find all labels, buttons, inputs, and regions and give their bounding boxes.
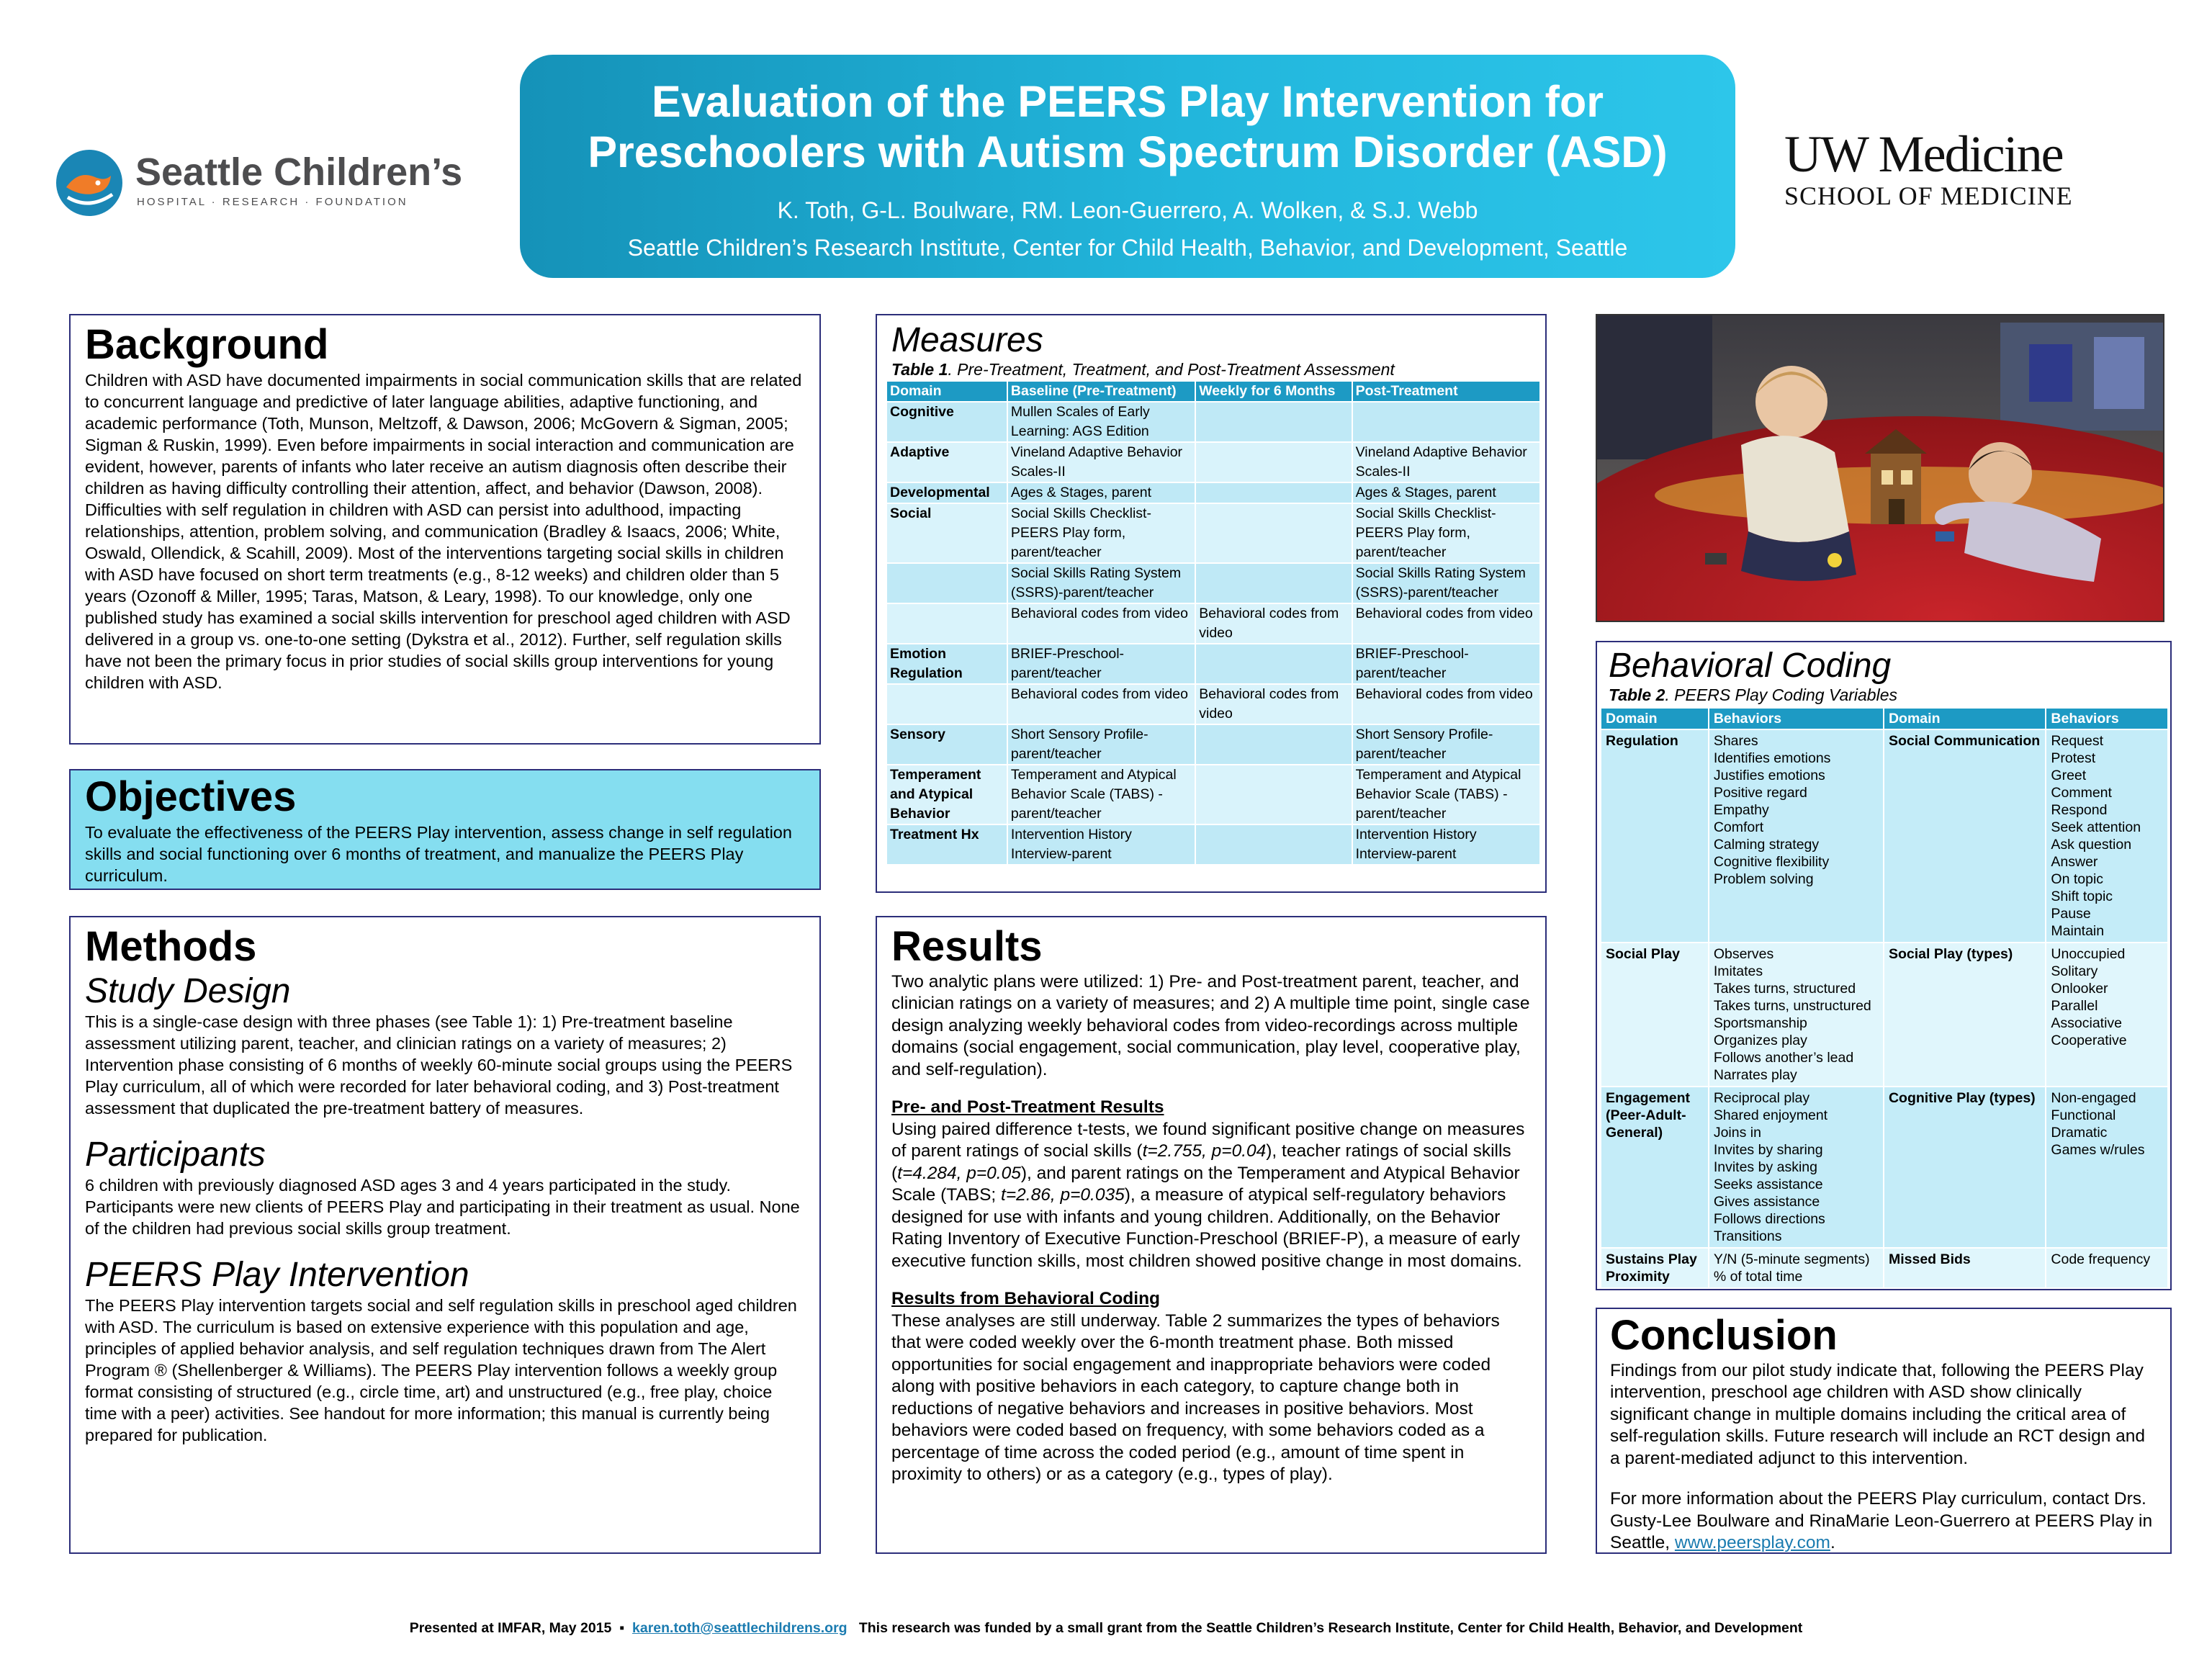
presented-at: Presented at IMFAR, May 2015 — [409, 1620, 612, 1636]
table-cell: Sensory — [886, 724, 1007, 765]
column-header: Domain — [886, 381, 1007, 402]
table-row — [886, 442, 1540, 482]
photo-illustration — [1597, 315, 2164, 622]
table-cell: Intervention History Interview-parent — [1007, 824, 1195, 865]
funding-text: This research was funded by a small grant from the Seattle Children’s Research Institute, Center for Child Health, Behavior, and Development — [858, 1620, 1803, 1636]
table-row — [886, 603, 1540, 644]
conclusion-panel — [1596, 1308, 2172, 1554]
table-row — [1601, 729, 2168, 943]
table-cell: Developmental — [886, 482, 1007, 503]
measures-panel — [876, 314, 1547, 893]
participants-heading: Participants — [85, 1135, 266, 1174]
table-row — [886, 724, 1540, 765]
table-row — [886, 503, 1540, 563]
table-cell: Short Sensory Profile-parent/teacher — [1352, 724, 1540, 765]
table-cell: Social Play (types) — [1884, 943, 2046, 1087]
table-cell: Vineland Adaptive Behavior Scales-II — [1352, 442, 1540, 482]
table-cell: Cognitive — [886, 402, 1007, 442]
peersplay-link[interactable]: www.peersplay.com — [1674, 1533, 1830, 1553]
table-cell: Cognitive Play (types) — [1884, 1087, 2046, 1248]
background-panel — [69, 314, 821, 745]
table-cell: Behavioral codes from video — [1195, 603, 1352, 644]
table-cell: Social Play — [1601, 943, 1709, 1087]
table-cell: Intervention History Interview-parent — [1352, 824, 1540, 865]
table-cell: Non-engaged Functional Dramatic Games w/rules — [2046, 1087, 2168, 1248]
table-cell — [1195, 503, 1352, 563]
stat-value: t=2.86, p=0.035 — [1001, 1185, 1125, 1205]
stat-value: t=4.284, p=0.05 — [897, 1163, 1021, 1183]
table-header-row — [1601, 708, 2168, 729]
footer — [0, 1620, 2212, 1637]
table-row — [1601, 1248, 2168, 1288]
table-cell: Treatment Hx — [886, 824, 1007, 865]
seattle-childrens-whale-icon — [53, 147, 125, 219]
table-cell: Behavioral codes from video — [1195, 684, 1352, 724]
table-row — [886, 482, 1540, 503]
table-cell: Social Skills Checklist-PEERS Play form, parent/teacher — [1352, 503, 1540, 563]
table-cell: Observes Imitates Takes turns, structured Takes turns, unstructured Sportsmanship Organizes play Follows another’s lead Narrates play — [1709, 943, 1884, 1087]
table-cell — [1195, 824, 1352, 865]
uw-medicine-subtitle: SCHOOL OF MEDICINE — [1784, 181, 2073, 210]
table-cell: Y/N (5-minute segments) % of total time — [1709, 1248, 1884, 1288]
conclusion-heading: Conclusion — [1610, 1312, 1838, 1359]
column-header: Behaviors — [2046, 708, 2168, 729]
table-cell: Short Sensory Profile-parent/teacher — [1007, 724, 1195, 765]
table-row — [1601, 943, 2168, 1087]
table-cell — [1195, 442, 1352, 482]
contact-email-link[interactable]: karen.toth@seattlechildrens.org — [632, 1620, 848, 1636]
table-cell: Unoccupied Solitary Onlooker Parallel Associative Cooperative — [2046, 943, 2168, 1087]
table-cell: Behavioral codes from video — [1352, 603, 1540, 644]
table-cell — [1195, 724, 1352, 765]
column-header: Domain — [1601, 708, 1709, 729]
objectives-text: To evaluate the effectiveness of the PEERS Play intervention, assess change in self regulation skills and social functioning over 6 months of treatment, and manualize the PEERS Play curriculum. — [85, 822, 792, 885]
measures-heading: Measures — [891, 321, 1043, 359]
table-cell: Ages & Stages, parent — [1352, 482, 1540, 503]
background-heading: Background — [85, 321, 329, 368]
table-cell: Code frequency — [2046, 1248, 2168, 1288]
seattle-childrens-logo — [53, 144, 485, 223]
table-cell — [1195, 644, 1352, 684]
table-cell: Social — [886, 503, 1007, 563]
intervention-text: The PEERS Play intervention targets social and self regulation skills in preschool aged children with ASD. The curriculum is based on extensive experience with this population and age, principles of applied behavior analysis, and self regulation techniques drawn from The Alert Program ® (Shellenberger & Williams). The PEERS Play intervention follows a weekly group format consisting of structured (e.g., circle time, art) and unstructured (e.g., free play, choice time with a peer) activities. See handout for more information; this manual is currently being prepared for publication. — [85, 1296, 797, 1445]
table-row — [886, 402, 1540, 442]
table-cell: Sustains Play Proximity — [1601, 1248, 1709, 1288]
seattle-childrens-subtitle: HOSPITAL · RESEARCH · FOUNDATION — [137, 196, 408, 208]
table-cell: Regulation — [1601, 729, 1709, 943]
methods-panel — [69, 916, 821, 1554]
table-cell: BRIEF-Preschool-parent/teacher — [1352, 644, 1540, 684]
measures-table — [886, 380, 1541, 866]
title-banner — [520, 55, 1735, 278]
uw-medicine-name: UW Medicine — [1784, 125, 2063, 183]
column-header: Post-Treatment — [1352, 381, 1540, 402]
table-cell: Temperament and Atypical Behavior Scale (TABS) - parent/teacher — [1007, 765, 1195, 824]
column-header: Behaviors — [1709, 708, 1884, 729]
table-cell — [1195, 482, 1352, 503]
table-cell: Emotion Regulation — [886, 644, 1007, 684]
table-row — [886, 563, 1540, 603]
conclusion-text: Findings from our pilot study indicate that, following the PEERS Play intervention, preschool age children with ASD show clinically significant change in multiple domains including the critical area of self-regulation skills. Future research will include an RCT design and a parent-mediated adjunct to this intervention. — [1610, 1360, 2146, 1468]
uw-medicine-logo — [1784, 127, 2094, 220]
table-cell: Behavioral codes from video — [1352, 684, 1540, 724]
poster-title: Evaluation of the PEERS Play Intervention for Preschoolers with Autism Spectrum Disorder (ASD) — [588, 77, 1668, 176]
results-intro: Two analytic plans were utilized: 1) Pre- and Post-treatment parent, teacher, and clinician ratings on a variety of measures; and 2) A multiple time point, single case design analyzing weekly behavioral codes from video-recordings across multiple domains (social engagement, social communication, play level, cooperative play, and self-regulation). — [891, 971, 1530, 1079]
contact-text: For more information about the PEERS Play curriculum, contact Drs. Gusty-Lee Boulware and RinaMarie Leon-Guerrero at PEERS Play in Seattle, www.peersplay.com. — [1610, 1489, 2153, 1553]
prepost-text: Using paired difference t-tests, we found significant positive change on measures of parent ratings of social skills (t=2.755, p=0.04), teacher ratings of social skills (t=4.284, p=0.05), and parent ratings on the Temperament and Atypical Behavior Scale (TABS; t=2.86, p=0.035), a measure of atypical self-regulatory behaviors designed for use with infants and young children. Additionally, on the Behavior Rating Inventory of Executive Function-Preschool (BRIEF-P), a measure of early executive function skills, most children showed positive change in most domains. — [891, 1119, 1525, 1271]
table-row — [886, 644, 1540, 684]
table-cell — [886, 684, 1007, 724]
intervention-heading: PEERS Play Intervention — [85, 1256, 469, 1295]
table-cell: Mullen Scales of Early Learning: AGS Edition — [1007, 402, 1195, 442]
table-cell — [1195, 563, 1352, 603]
study-design-heading: Study Design — [85, 971, 291, 1010]
coding-heading: Results from Behavioral Coding — [891, 1289, 1161, 1309]
participants-text: 6 children with previously diagnosed ASD ages 3 and 4 years participated in the study. Participants were new clients of PEERS Play and participating in their treatment as usual. None of the children had previous social skills group treatment. — [85, 1176, 800, 1238]
table-header-row — [886, 381, 1540, 402]
behavioral-coding-panel — [1596, 641, 2172, 1290]
table-cell: Social Skills Checklist-PEERS Play form, parent/teacher — [1007, 503, 1195, 563]
table-cell: Behavioral codes from video — [1007, 603, 1195, 644]
table-cell: Engagement (Peer-Adult-General) — [1601, 1087, 1709, 1248]
table-cell: Vineland Adaptive Behavior Scales-II — [1007, 442, 1195, 482]
table-cell: Behavioral codes from video — [1007, 684, 1195, 724]
children-playing-photo — [1596, 314, 2164, 622]
table-row — [886, 765, 1540, 824]
table-cell: Temperament and Atypical Behavior Scale (TABS) - parent/teacher — [1352, 765, 1540, 824]
table-cell — [886, 603, 1007, 644]
bullet-separator: ▪ — [619, 1620, 625, 1636]
table-cell: BRIEF-Preschool-parent/teacher — [1007, 644, 1195, 684]
table2-caption: Table 2. PEERS Play Coding Variables — [1609, 685, 1897, 704]
table-cell: Social Skills Rating System (SSRS)-parent/teacher — [1352, 563, 1540, 603]
coding-text: These analyses are still underway. Table 2 summarizes the types of behaviors that were coded weekly over the 6-month treatment phase. Both missed opportunities for social engagement and inappropriate behaviors were coded along with positive behaviors in each category, to capture change both in reductions of negative behaviors and increases in positive behaviors. Most behaviors were coded based on frequency, with some behaviors coded as a percentage of time across the coded period (e.g., amount of time spent in proximity to others) or as a category (e.g., types of play). — [891, 1310, 1500, 1485]
column-header: Baseline (Pre-Treatment) — [1007, 381, 1195, 402]
table-cell: Adaptive — [886, 442, 1007, 482]
table-cell — [1195, 765, 1352, 824]
column-header: Weekly for 6 Months — [1195, 381, 1352, 402]
behavioral-coding-heading: Behavioral Coding — [1609, 647, 1892, 685]
objectives-heading: Objectives — [85, 773, 297, 820]
study-design-text: This is a single-case design with three phases (see Table 1): 1) Pre-treatment baseline assessment utilizing parent, teacher, and clinician ratings on a variety of measures; 2) Intervention phase consisting of 6 months of weekly 60-minute social groups using the PEERS Play curriculum, all of which were recorded for later behavioral coding, and 3) Post-treatment assessment that duplicated the pre-treatment battery of measures. — [85, 1012, 793, 1118]
table-row — [1601, 1087, 2168, 1248]
seattle-childrens-name: Seattle Children’s — [135, 150, 463, 194]
table-cell: Social Communication — [1884, 729, 2046, 943]
table-cell: Ages & Stages, parent — [1007, 482, 1195, 503]
objectives-panel — [69, 769, 821, 890]
table-cell: Temperament and Atypical Behavior — [886, 765, 1007, 824]
results-panel — [876, 916, 1547, 1554]
table-cell: Missed Bids — [1884, 1248, 2046, 1288]
methods-heading: Methods — [85, 923, 257, 970]
table-cell — [1195, 402, 1352, 442]
table-row — [886, 824, 1540, 865]
table-cell — [1352, 402, 1540, 442]
table1-caption: Table 1. Pre-Treatment, Treatment, and Post-Treatment Assessment — [891, 360, 1395, 379]
table-cell: Reciprocal play Shared enjoyment Joins in Invites by sharing Invites by asking Seeks assistance Gives assistance Follows directions Transitions — [1709, 1087, 1884, 1248]
stat-value: t=2.755, p=0.04 — [1142, 1141, 1267, 1161]
table-cell: Social Skills Rating System (SSRS)-parent/teacher — [1007, 563, 1195, 603]
authors: K. Toth, G-L. Boulware, RM. Leon-Guerrero, A. Wolken, & S.J. Webb — [777, 197, 1478, 223]
table-cell: Shares Identifies emotions Justifies emotions Positive regard Empathy Comfort Calming strategy Cognitive flexibility Problem solving — [1709, 729, 1884, 943]
table-cell: Request Protest Greet Comment Respond Seek attention Ask question Answer On topic Shift topic Pause Maintain — [2046, 729, 2168, 943]
column-header: Domain — [1884, 708, 2046, 729]
background-text: Children with ASD have documented impairments in social communication skills that are related to concurrent language and predictive of later language abilities, adaptive functioning, and academic performance (Toth, Munson, Meltzoff, & Dawson, 2006; McGovern & Sigman, 2005; Sigman & Ruskin, 1999). Even before impairments in social interaction and communication are evident, however, parents of infants who later receive an autism diagnosis often describe their children as having difficulty controlling their attention, affect, and behavior (Dawson, 2008). Difficulties with self regulation in children with ASD can persist into adulthood, impacting relationships, attention, problem solving, and communication (Bradley & Isaacs, 2006; White, Oswald, Ollendick, & Scahill, 2009). Most of the interventions targeting social skills in children with ASD have focused on short term treatments (e.g., 8-12 weeks) and children older than 5 years (Ozonoff & Miller, 1995; Taras, Matson, & Leary, 1998). To our knowledge, only one published study has examined a social skills intervention for preschool aged children with ASD delivered in a group vs. one-to-one setting (Dykstra et al., 2012). Further, self regulation skills have not been the primary focus in prior studies of social skills group interventions for young children with ASD. — [85, 370, 802, 692]
table-cell — [886, 563, 1007, 603]
table-row — [886, 684, 1540, 724]
results-heading: Results — [891, 923, 1043, 970]
affiliation: Seattle Children’s Research Institute, Center for Child Health, Behavior, and Development, Seattle — [627, 235, 1628, 261]
prepost-heading: Pre- and Post-Treatment Results — [891, 1097, 1164, 1118]
coding-variables-table — [1600, 707, 2169, 1289]
